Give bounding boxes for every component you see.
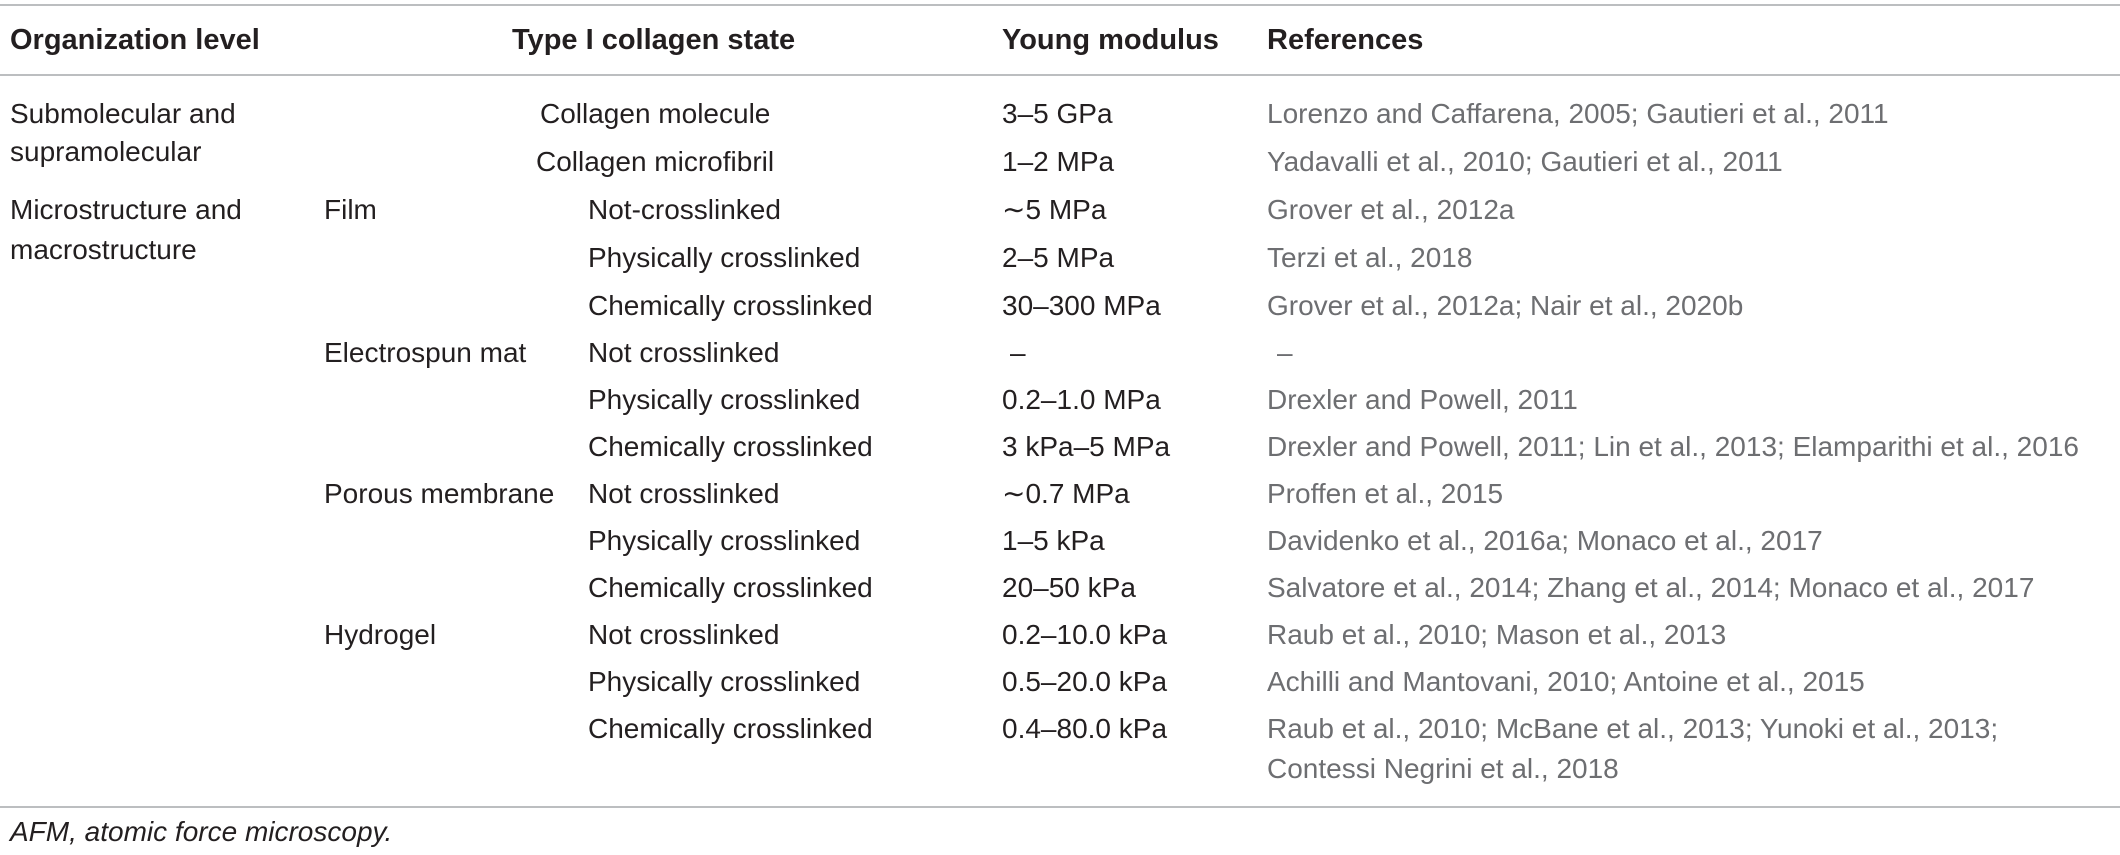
- references-cell: Proffen et al., 2015: [1267, 478, 1504, 509]
- modulus-cell: 0.2–1.0 MPa: [1002, 384, 1161, 415]
- references-cell: Terzi et al., 2018: [1267, 242, 1473, 273]
- level-microstructure-line1: Microstructure and: [10, 194, 242, 225]
- state-cell: Physically crosslinked: [588, 384, 861, 415]
- modulus-cell: 3–5 GPa: [1002, 98, 1113, 129]
- modulus-cell: 0.5–20.0 kPa: [1002, 666, 1168, 697]
- modulus-cell: 20–50 kPa: [1002, 572, 1136, 603]
- level-microstructure-line2: macrostructure: [10, 234, 197, 265]
- references-cell: Drexler and Powell, 2011: [1267, 384, 1578, 415]
- state-cell: Not-crosslinked: [588, 194, 781, 225]
- references-cell: Raub et al., 2010; McBane et al., 2013; Yunoki et al., 2013;: [1267, 713, 1999, 744]
- header-organization-level: Organization level: [10, 24, 260, 56]
- state-cell: Collagen molecule: [540, 98, 771, 129]
- modulus-cell: 30–300 MPa: [1002, 290, 1161, 321]
- references-cell: Davidenko et al., 2016a; Monaco et al., 2017: [1267, 525, 1823, 556]
- state-cell: Chemically crosslinked: [588, 290, 873, 321]
- modulus-cell: ∼0.7 MPa: [1002, 478, 1130, 509]
- table-footnote: AFM, atomic force microscopy.: [10, 816, 393, 847]
- references-cell: Grover et al., 2012a; Nair et al., 2020b: [1267, 290, 1744, 321]
- state-cell: Collagen microfibril: [536, 146, 775, 177]
- references-cell: Raub et al., 2010; Mason et al., 2013: [1267, 619, 1727, 650]
- references-cell: Lorenzo and Caffarena, 2005; Gautieri et al., 2011: [1267, 98, 1889, 129]
- form-hydrogel: Hydrogel: [324, 619, 437, 650]
- level-submolecular-line2: supramolecular: [10, 136, 202, 167]
- modulus-cell: –: [1010, 337, 1026, 368]
- references-cell: Achilli and Mantovani, 2010; Antoine et al., 2015: [1267, 666, 1865, 697]
- state-cell: Not crosslinked: [588, 337, 780, 368]
- form-film: Film: [324, 194, 377, 225]
- modulus-cell: 3 kPa–5 MPa: [1002, 431, 1171, 462]
- state-cell: Not crosslinked: [588, 478, 780, 509]
- state-cell: Physically crosslinked: [588, 242, 861, 273]
- references-cell: Salvatore et al., 2014; Zhang et al., 2014; Monaco et al., 2017: [1267, 572, 2035, 603]
- references-cell: Yadavalli et al., 2010; Gautieri et al., 2011: [1267, 146, 1783, 177]
- state-cell: Not crosslinked: [588, 619, 780, 650]
- references-cell: –: [1277, 337, 1293, 368]
- header-references: References: [1267, 24, 1424, 56]
- state-cell: Chemically crosslinked: [588, 431, 873, 462]
- references-cell: Grover et al., 2012a: [1267, 194, 1515, 225]
- modulus-cell: 0.4–80.0 kPa: [1002, 713, 1168, 744]
- state-cell: Physically crosslinked: [588, 666, 861, 697]
- references-cell-continued: Contessi Negrini et al., 2018: [1267, 753, 1619, 784]
- modulus-cell: 1–2 MPa: [1002, 146, 1115, 177]
- references-cell: Drexler and Powell, 2011; Lin et al., 2013; Elamparithi et al., 2016: [1267, 431, 2079, 462]
- modulus-cell: 0.2–10.0 kPa: [1002, 619, 1168, 650]
- form-porous-membrane: Porous membrane: [324, 478, 555, 509]
- level-submolecular-line1: Submolecular and: [10, 98, 236, 129]
- header-rule: [0, 74, 2120, 76]
- state-cell: Chemically crosslinked: [588, 572, 873, 603]
- table-bottom-rule: [0, 806, 2120, 808]
- modulus-cell: ∼5 MPa: [1002, 194, 1107, 225]
- header-young-modulus: Young modulus: [1002, 24, 1219, 56]
- form-electrospun-mat: Electrospun mat: [324, 337, 527, 368]
- state-cell: Physically crosslinked: [588, 525, 861, 556]
- modulus-cell: 1–5 kPa: [1002, 525, 1105, 556]
- modulus-cell: 2–5 MPa: [1002, 242, 1115, 273]
- table-top-rule: [0, 4, 2120, 6]
- header-collagen-state: Type I collagen state: [512, 24, 796, 56]
- state-cell: Chemically crosslinked: [588, 713, 873, 744]
